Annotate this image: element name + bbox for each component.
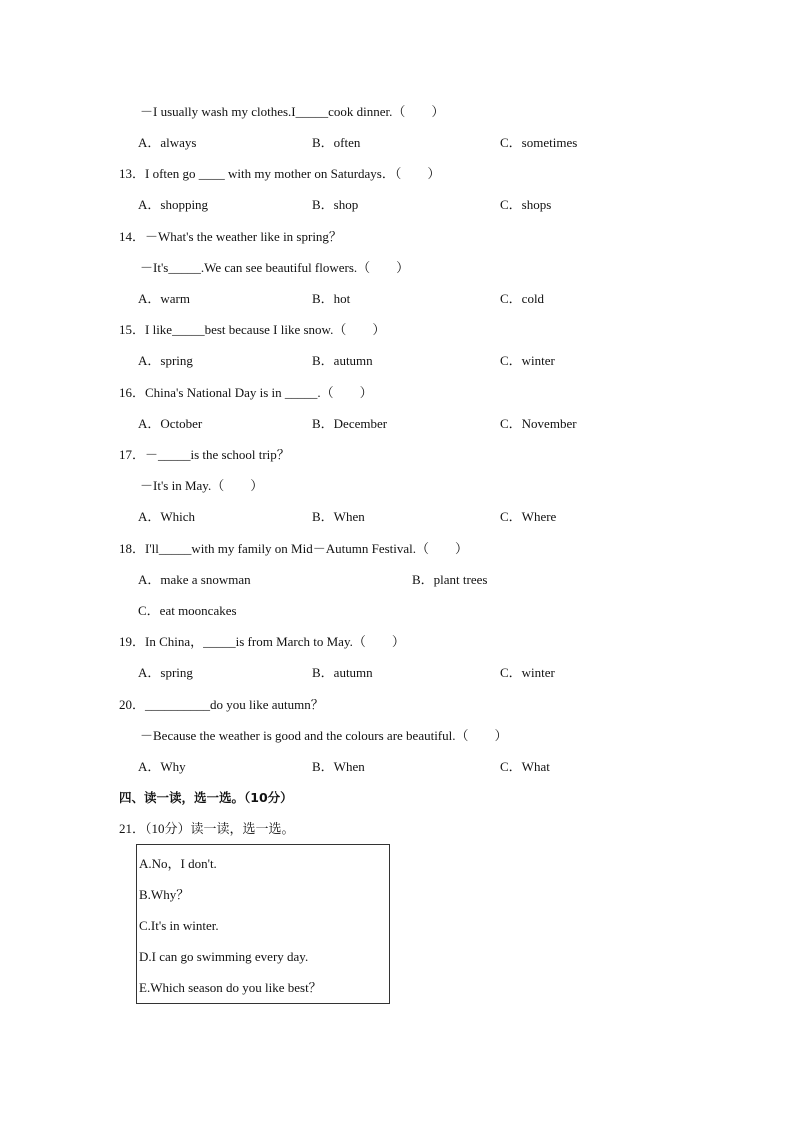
answer-option-a: A.No，I don't. xyxy=(139,856,217,871)
question-15-stem: 15．I like_____best because I like snow.（ ） xyxy=(119,322,386,337)
question-14-stem-reply: －It's_____.We can see beautiful flowers.（ ） xyxy=(140,260,410,275)
question-13-option-b[interactable]: B．shop xyxy=(312,197,359,212)
question-14-option-c[interactable]: C．cold xyxy=(500,291,545,306)
question-19-stem: 19．In China，_____is from March to May.（ ） xyxy=(119,634,405,649)
question-12-option-b[interactable]: B．often xyxy=(312,135,361,150)
question-20-option-b[interactable]: B．When xyxy=(312,759,365,774)
question-18-option-c[interactable]: C．eat mooncakes xyxy=(138,603,237,618)
question-17-option-a[interactable]: A．Which xyxy=(138,509,196,524)
answer-option-e: E.Which season do you like best？ xyxy=(139,980,322,995)
question-18-stem: 18．I'll_____with my family on Mid－Autumn Festival.（ ） xyxy=(119,541,469,556)
question-14-option-b[interactable]: B．hot xyxy=(312,291,351,306)
question-17-stem-reply: －It's in May.（ ） xyxy=(140,478,264,493)
question-20-option-c[interactable]: C．What xyxy=(500,759,550,774)
question-13-option-c[interactable]: C．shops xyxy=(500,197,552,212)
question-20-stem-reply: －Because the weather is good and the colours are beautiful.（ ） xyxy=(140,728,508,743)
answer-option-d: D.I can go swimming every day. xyxy=(139,949,309,964)
question-12-stem: －I usually wash my clothes.I_____cook dinner.（ ） xyxy=(140,104,445,119)
question-16-stem: 16．China's National Day is in _____.（ ） xyxy=(119,385,373,400)
question-17-option-b[interactable]: B．When xyxy=(312,509,365,524)
question-14-stem: 14．－What's the weather like in spring？ xyxy=(119,229,342,244)
question-18-option-b[interactable]: B．plant trees xyxy=(412,572,488,587)
question-15-option-c[interactable]: C．winter xyxy=(500,353,555,368)
question-15-option-b[interactable]: B．autumn xyxy=(312,353,373,368)
question-19-option-b[interactable]: B．autumn xyxy=(312,665,373,680)
section-4-heading: 四、读一读，选一选。（10分） xyxy=(119,790,293,805)
question-12-option-a[interactable]: A．always xyxy=(138,135,197,150)
question-19-option-c[interactable]: C．winter xyxy=(500,665,555,680)
answer-option-b: B.Why？ xyxy=(139,887,190,902)
question-19-option-a[interactable]: A．spring xyxy=(138,665,193,680)
question-12-option-c[interactable]: C．sometimes xyxy=(500,135,578,150)
answer-option-c: C.It's in winter. xyxy=(139,918,219,933)
question-17-stem: 17．－_____is the school trip？ xyxy=(119,447,290,462)
question-13-stem: 13．I often go ____ with my mother on Saturdays．（ ） xyxy=(119,166,441,181)
question-15-option-a[interactable]: A．spring xyxy=(138,353,193,368)
question-14-option-a[interactable]: A．warm xyxy=(138,291,190,306)
question-13-option-a[interactable]: A．shopping xyxy=(138,197,209,212)
question-16-option-a[interactable]: A．October xyxy=(138,416,203,431)
question-18-option-a[interactable]: A．make a snowman xyxy=(138,572,251,587)
question-20-option-a[interactable]: A．Why xyxy=(138,759,186,774)
question-21-stem: 21．（10分）读一读，选一选。 xyxy=(119,821,295,836)
question-17-option-c[interactable]: C．Where xyxy=(500,509,557,524)
answer-options-box xyxy=(136,844,390,1004)
question-16-option-c[interactable]: C．November xyxy=(500,416,577,431)
question-16-option-b[interactable]: B．December xyxy=(312,416,388,431)
question-20-stem: 20．__________do you like autumn？ xyxy=(119,697,324,712)
